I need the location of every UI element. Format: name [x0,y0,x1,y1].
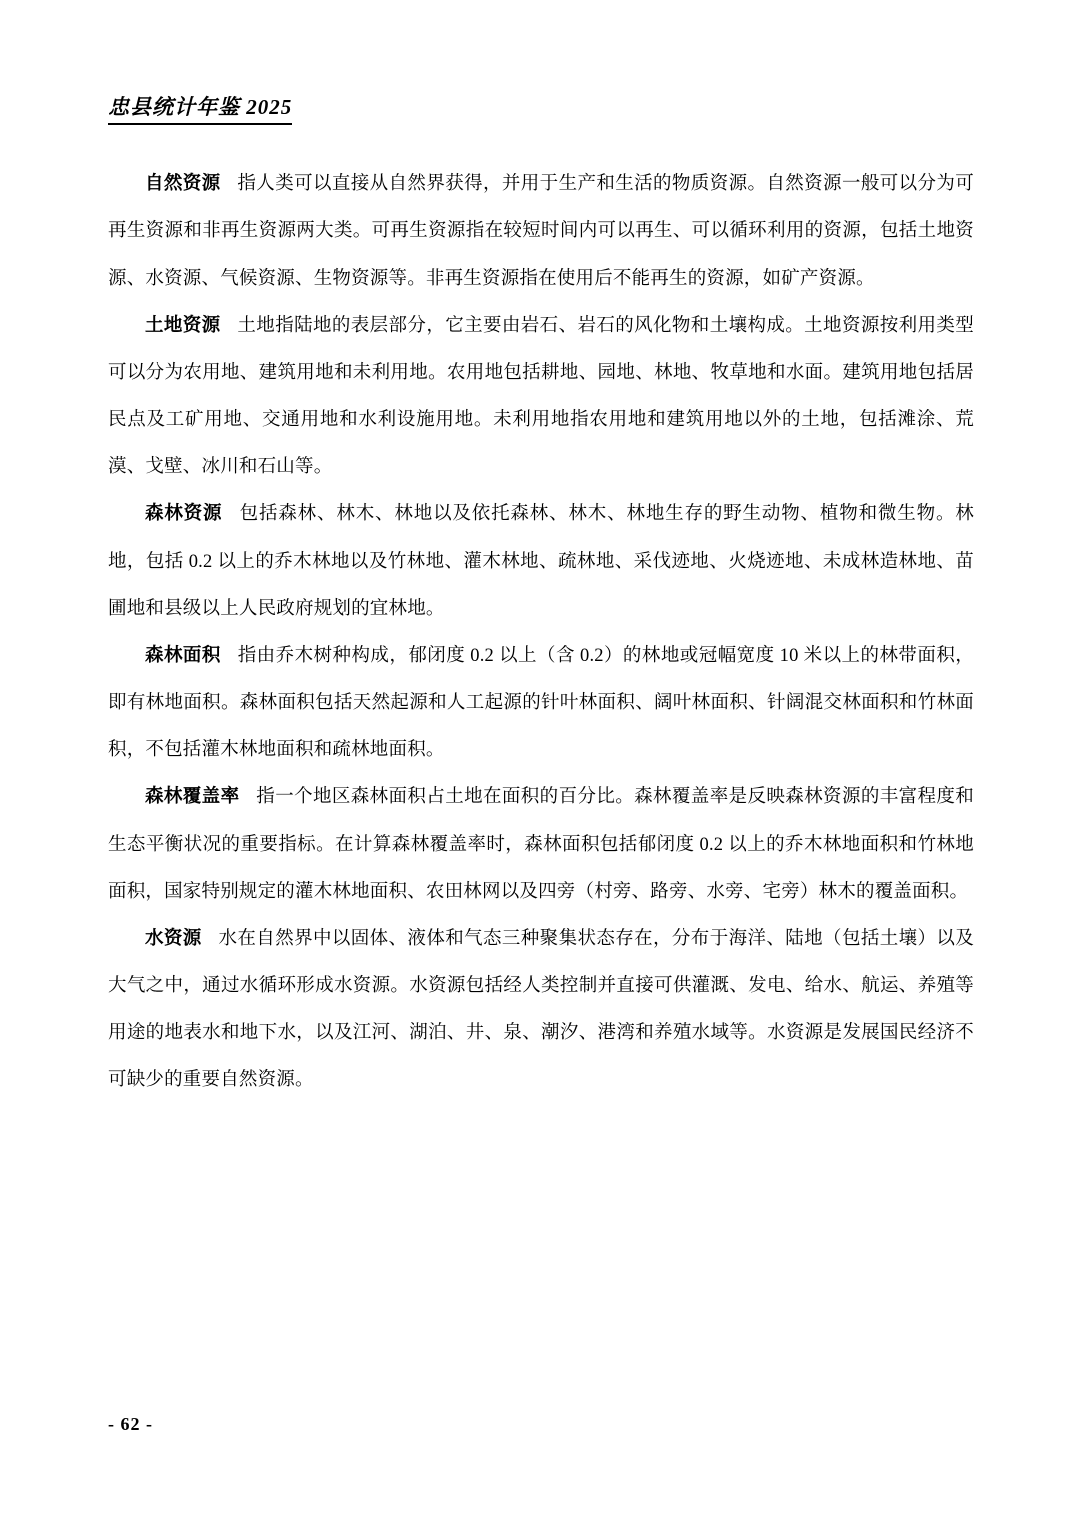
paragraph-text: 包括森林、林木、林地以及依托森林、林木、林地生存的野生动物、植物和微生物。林地，包括 0.2 以上的乔木林地以及竹林地、灌木林地、疏林地、采伐迹地、火烧迹地、未成林造林地、苗圃地和县级以上人民政府规划的宜林地。 [108,504,974,619]
page-header-title: 忠县统计年鉴 2025 [108,95,292,125]
term-label: 自然资源 [145,174,221,195]
paragraph-text: 指人类可以直接从自然界获得，并用于生产和生活的物质资源。自然资源一般可以分为可再生资源和非再生资源两大类。可再生资源指在较短时间内可以再生、可以循环利用的资源，包括土地资源、水资源、气候资源、生物资源等。非再生资源指在使用后不能再生的资源，如矿产资源。 [108,174,974,289]
paragraph-text: 指由乔木树种构成，郁闭度 0.2 以上（含 0.2）的林地或冠幅宽度 10 米以上的林带面积，即有林地面积。森林面积包括天然起源和人工起源的针叶林面积、阔叶林面积、针阔混交林面积和竹林面积，不包括灌木林地面积和疏林地面积。 [108,645,974,761]
paragraph-text: 指一个地区森林面积占土地在面积的百分比。森林覆盖率是反映森林资源的丰富程度和生态平衡状况的重要指标。在计算森林覆盖率时，森林面积包括郁闭度 0.2 以上的乔木林地面积和竹林地面积，国家特别规定的灌木林地面积、农田林网以及四旁（村旁、路旁、水旁、宅旁）林木的覆盖面积。 [108,787,974,902]
paragraph-forest-coverage-rate [108,774,974,916]
paragraph-text: 土地指陆地的表层部分，它主要由岩石、岩石的风化物和土壤构成。土地资源按利用类型可以分为农用地、建筑用地和未利用地。农用地包括耕地、园地、林地、牧草地和水面。建筑用地包括居民点及工矿用地、交通用地和水利设施用地。未利用地指农用地和建筑用地以外的土地，包括滩涂、荒漠、戈壁、冰川和石山等。 [108,315,974,478]
paragraph-water-resources [108,916,974,1105]
term-label: 水资源 [145,928,202,949]
term-label: 森林覆盖率 [145,787,240,808]
term-label: 土地资源 [145,315,221,336]
term-label: 森林面积 [145,645,221,666]
term-label: 森林资源 [145,504,223,525]
paragraph-forest-resources [108,491,974,633]
paragraph-natural-resources [108,161,974,303]
document-body [108,161,974,1104]
paragraph-land-resources [108,303,974,492]
paragraph-forest-area [108,633,974,775]
page-number: - 62 - [108,1414,153,1434]
paragraph-text: 水在自然界中以固体、液体和气态三种聚集状态存在，分布于海洋、陆地（包括土壤）以及大气之中，通过水循环形成水资源。水资源包括经人类控制并直接可供灌溉、发电、给水、航运、养殖等用途的地表水和地下水，以及江河、湖泊、井、泉、潮汐、港湾和养殖水域等。水资源是发展国民经济不可缺少的重要自然资源。 [108,928,974,1091]
